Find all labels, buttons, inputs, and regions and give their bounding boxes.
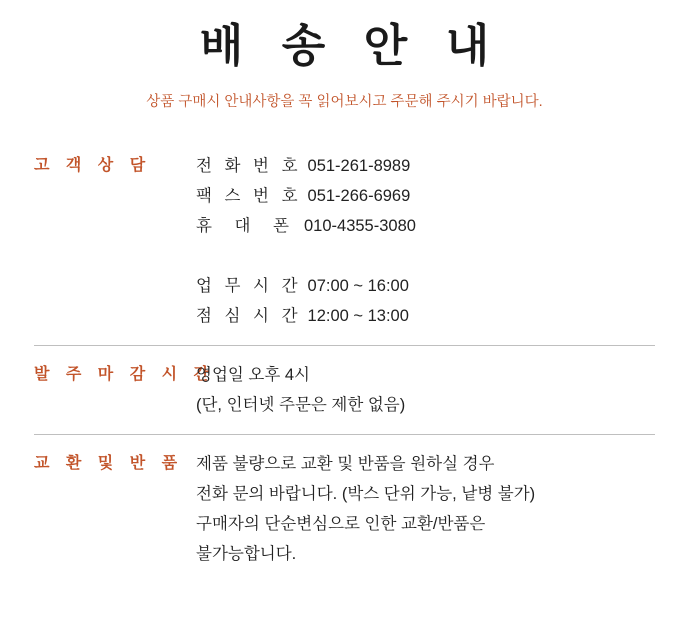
section-exchange-return [0, 449, 689, 569]
exchange-return-line-1: 제품 불량으로 교환 및 반품을 원하실 경우 [196, 455, 495, 474]
section-label-order-deadline: 발 주 마 감 시 간 [34, 366, 215, 384]
section-order-deadline [0, 360, 689, 420]
section-label-customer-support: 고 객 상 담 [34, 157, 152, 175]
section-body-order-deadline [196, 360, 655, 420]
contact-value-phone: 051-261-8989 [307, 157, 411, 176]
section-label-exchange-return: 교 환 및 반 품 [34, 455, 184, 473]
exchange-return-line-4: 불가능합니다. [196, 545, 297, 564]
contact-value-fax: 051-266-6969 [307, 187, 411, 206]
contact-key-business-hours: 업 무 시 간 [196, 277, 302, 296]
contact-key-lunch-hours: 점 심 시 간 [196, 307, 302, 326]
page-subtitle: 상품 구매시 안내사항을 꼭 읽어보시고 주문해 주시기 바랍니다. [146, 94, 543, 111]
contact-row-fax [196, 181, 655, 211]
contact-value-mobile: 010-4355-3080 [304, 217, 416, 236]
divider-2 [34, 434, 655, 435]
contact-key-mobile: 휴 대 폰 [196, 217, 298, 236]
contact-key-fax: 팩 스 번 호 [196, 187, 302, 206]
contact-row-phone [196, 151, 655, 181]
contact-key-phone: 전 화 번 호 [196, 157, 302, 176]
section-body-customer-support [196, 151, 655, 331]
contact-row-spacer [196, 241, 655, 271]
contact-value-business-hours: 07:00 ~ 16:00 [307, 277, 409, 296]
section-customer-support [0, 151, 689, 331]
divider-1 [34, 345, 655, 346]
order-deadline-line-1: 영업일 오후 4시 [196, 366, 310, 385]
contact-row-mobile [196, 211, 655, 241]
exchange-return-line-2: 전화 문의 바랍니다. (박스 단위 가능, 낱병 불가) [196, 485, 536, 504]
contact-value-lunch-hours: 12:00 ~ 13:00 [307, 307, 409, 326]
section-body-exchange-return [196, 449, 655, 569]
page-title: 배 송 안 내 [199, 20, 503, 71]
order-deadline-line-2: (단, 인터넷 주문은 제한 없음) [196, 396, 406, 415]
exchange-return-line-3: 구매자의 단순변심으로 인한 교환/반품은 [196, 515, 486, 534]
contact-row-lunch-hours [196, 301, 655, 331]
contact-row-business-hours [196, 271, 655, 301]
